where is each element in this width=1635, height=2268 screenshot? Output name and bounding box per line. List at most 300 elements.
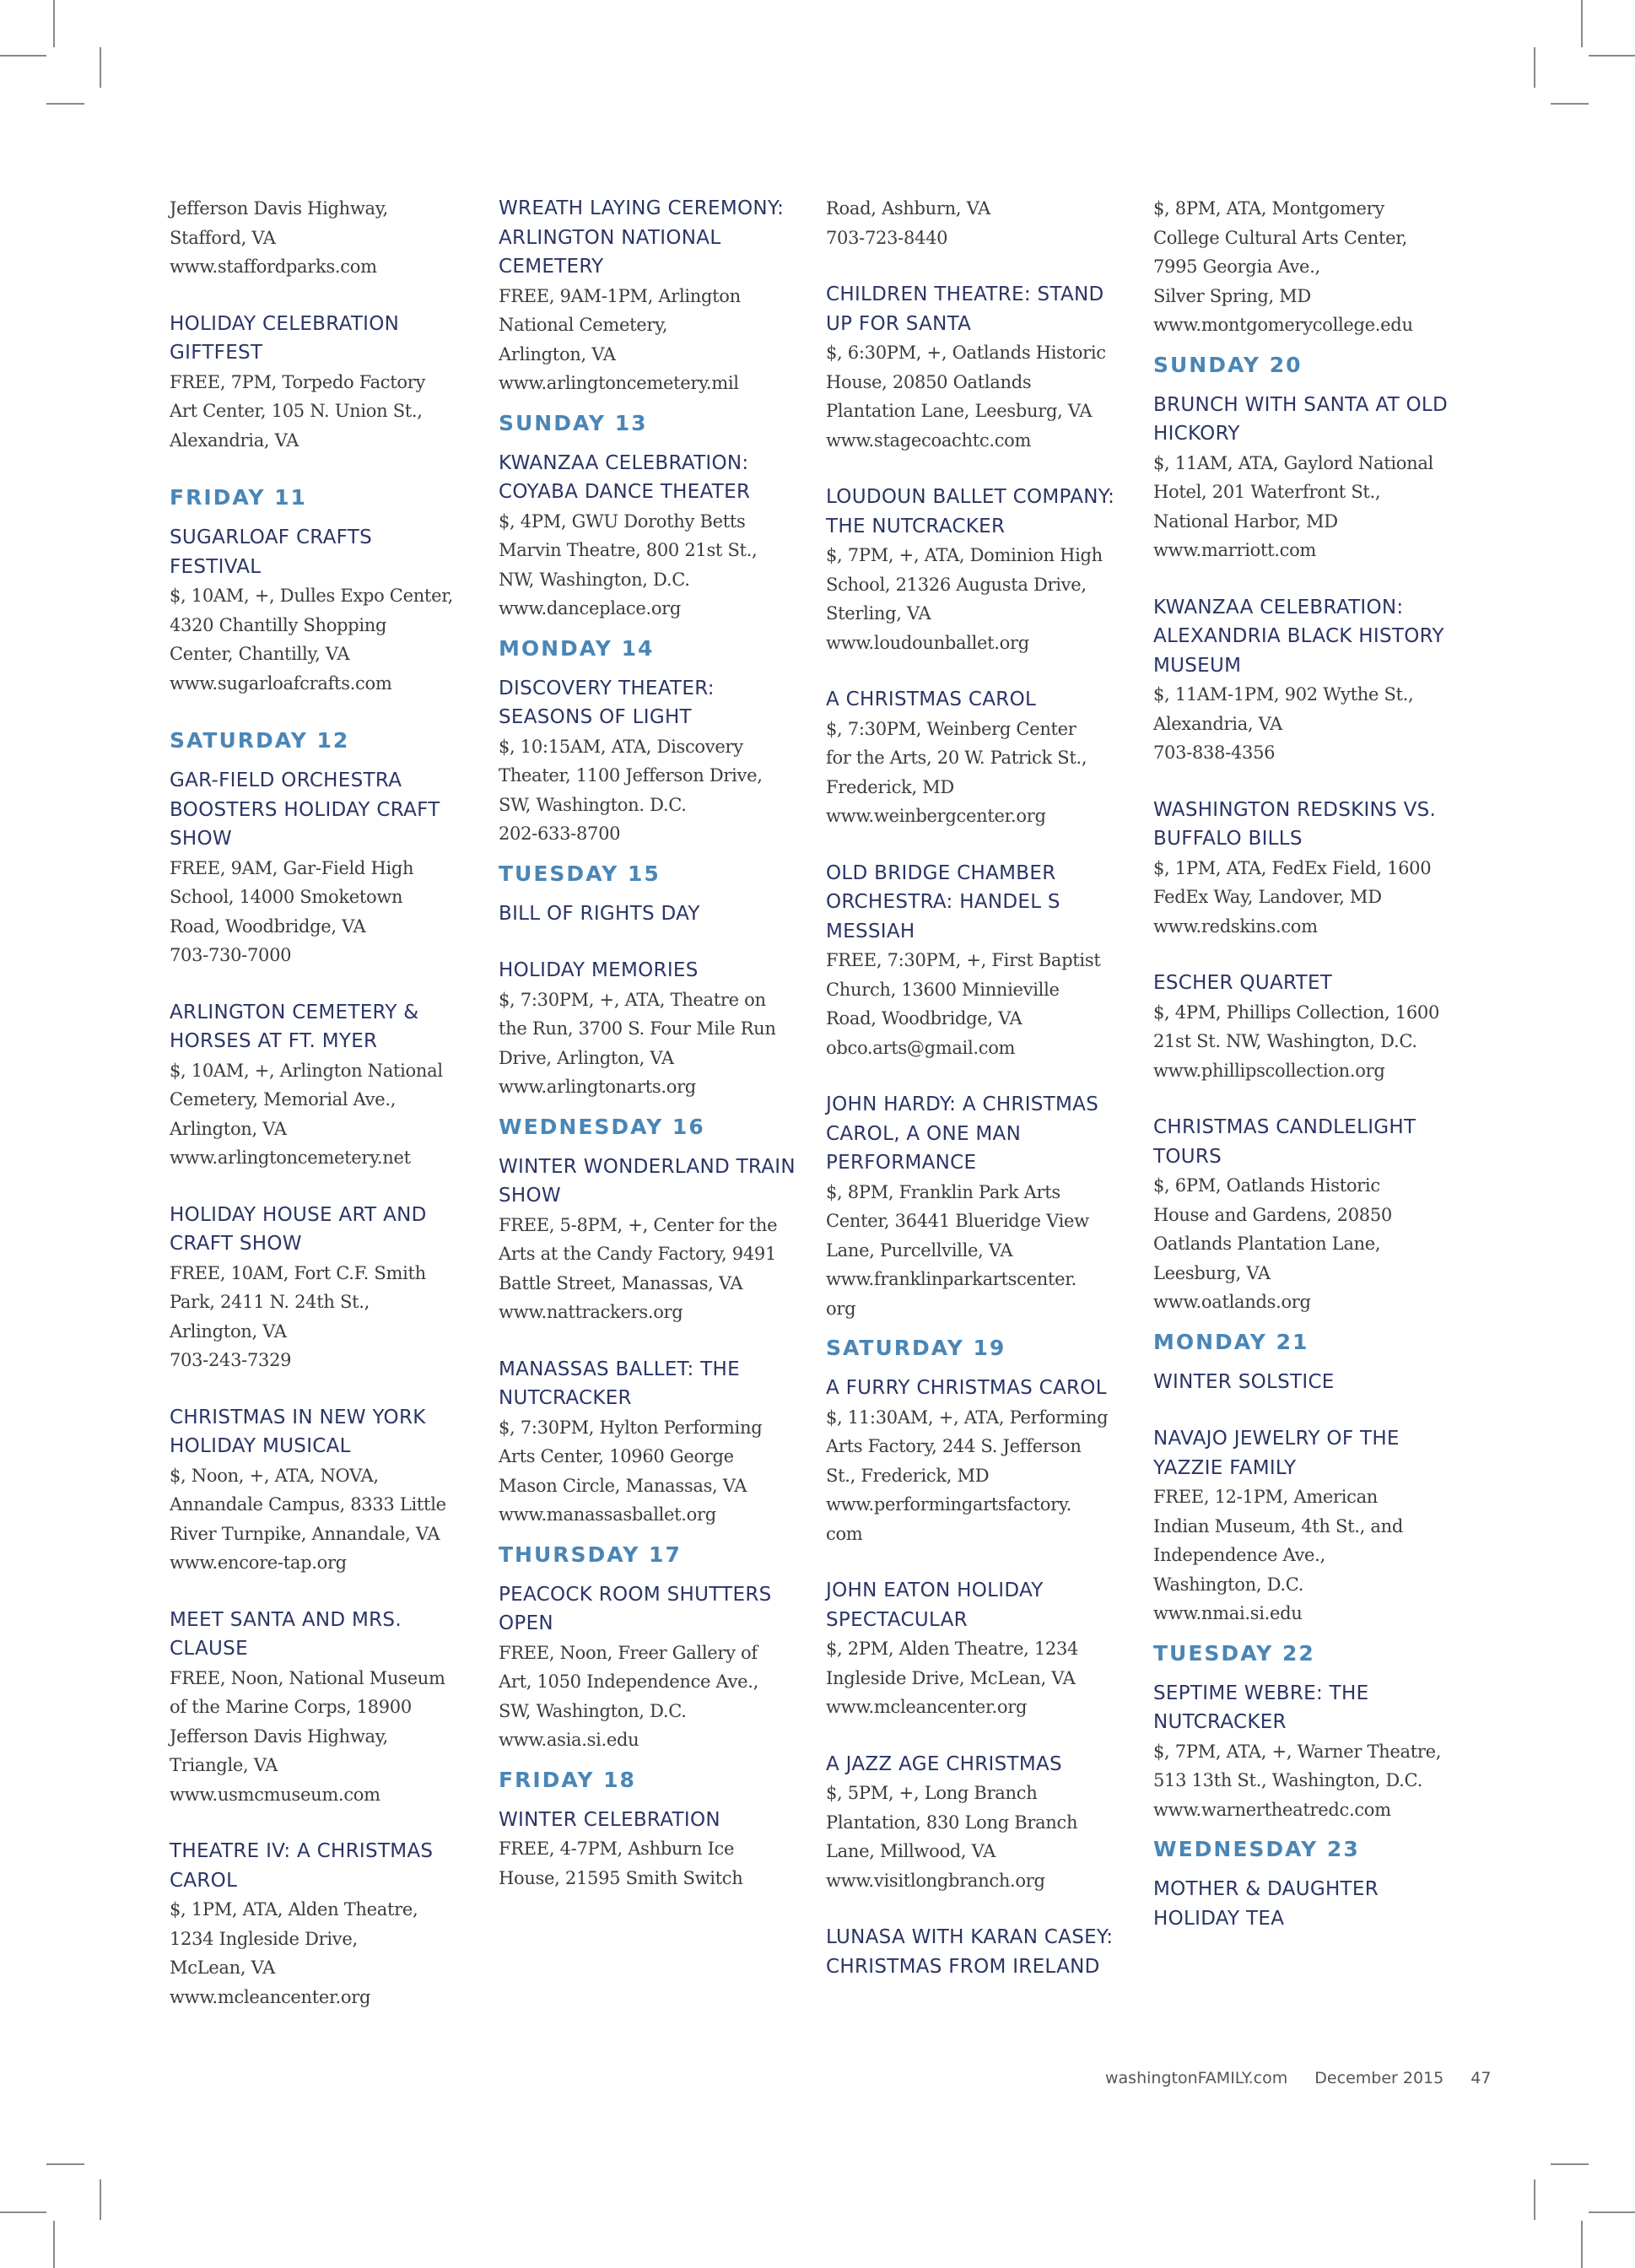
event-detail-line: FREE, 9AM, Gar-Field High — [170, 857, 414, 878]
event-details — [826, 1403, 1151, 1549]
event-detail-line: Plantation Lane, Leesburg, VA — [826, 401, 1093, 421]
event-listing — [826, 194, 1151, 252]
event-contact: www.nmai.si.edu — [1153, 1603, 1303, 1623]
event-title-line: DISCOVERY THEATER: — [499, 677, 715, 699]
event-contact: www.performingartsfactory. — [826, 1494, 1071, 1515]
event-contact: www.encore-tap.org — [170, 1552, 347, 1573]
event-detail-line: of the Marine Corps, 18900 — [170, 1697, 412, 1717]
event-details — [170, 1461, 494, 1578]
event-detail-line: $, 5PM, +, Long Branch — [826, 1783, 1038, 1803]
event-details — [1153, 854, 1478, 942]
event-detail-line: 1234 Ingleside Drive, — [170, 1928, 358, 1949]
event-details — [499, 1413, 823, 1530]
event-title-line: A JAZZ AGE CHRISTMAS — [826, 1752, 1062, 1775]
event-title-line: SPECTACULAR — [826, 1608, 968, 1631]
page-number: 47 — [1470, 2069, 1492, 2087]
event-title-line: CAROL — [170, 1869, 238, 1892]
event-title — [499, 1355, 823, 1413]
event-title-line: BRUNCH WITH SANTA AT OLD — [1153, 393, 1449, 416]
event-details — [170, 1056, 494, 1173]
event-title — [170, 1403, 494, 1461]
crop-mark — [1551, 103, 1589, 105]
event-detail-line: Independence Ave., — [1153, 1545, 1325, 1565]
event-listing — [170, 1606, 494, 1810]
event-detail-line: $, 4PM, GWU Dorothy Betts — [499, 510, 746, 532]
event-detail-line: Annandale Campus, 8333 Little — [170, 1494, 446, 1515]
event-detail-line: 7995 Georgia Ave., — [1153, 256, 1320, 277]
event-detail-line: Leesburg, VA — [1153, 1262, 1271, 1283]
event-title-line: SUGARLOAF CRAFTS — [170, 526, 373, 548]
event-title-line: A FURRY CHRISTMAS CAROL — [826, 1377, 1107, 1399]
event-detail-line: Road, Woodbridge, VA — [170, 915, 366, 937]
crop-mark — [0, 55, 46, 57]
event-listing — [499, 1580, 823, 1755]
event-title-line: BILL OF RIGHTS DAY — [499, 902, 700, 925]
event-title-line: COYABA DANCE THEATER — [499, 481, 751, 503]
event-detail-line: Arlington, VA — [170, 1118, 287, 1139]
event-title-line: UP FOR SANTA — [826, 312, 972, 335]
event-title — [826, 1090, 1151, 1178]
event-details — [826, 338, 1151, 455]
event-contact: www.oatlands.org — [1153, 1292, 1311, 1312]
event-detail-line: SW, Washington, D.C. — [499, 1700, 687, 1721]
event-detail-line: $, 7PM, +, ATA, Dominion High — [826, 545, 1103, 565]
event-detail-line: FREE, 9AM-1PM, Arlington — [499, 285, 741, 306]
event-listing — [1153, 391, 1478, 565]
event-title-line: HORSES AT FT. MYER — [170, 1030, 378, 1052]
event-title-line: HOLIDAY HOUSE ART AND — [170, 1203, 427, 1226]
crop-mark — [100, 2179, 101, 2220]
event-title — [499, 899, 823, 929]
event-listing — [499, 194, 823, 398]
event-title — [1153, 969, 1478, 998]
event-detail-line: Indian Museum, 4th St., and — [1153, 1515, 1403, 1536]
event-title-line: WREATH LAYING CEREMONY: — [499, 197, 785, 219]
event-details — [170, 194, 494, 282]
event-title-line: BUFFALO BILLS — [1153, 828, 1303, 850]
event-title-line: PEACOCK ROOM SHUTTERS — [499, 1583, 772, 1606]
event-detail-line: Center, Chantilly, VA — [170, 644, 350, 664]
event-title — [826, 1576, 1151, 1634]
event-contact: www.weinbergcenter.org — [826, 806, 1046, 826]
event-detail-line: Road, Ashburn, VA — [826, 198, 990, 219]
event-title — [170, 1837, 494, 1895]
event-detail-line: McLean, VA — [170, 1958, 275, 1978]
event-detail-line: River Turnpike, Annandale, VA — [170, 1523, 440, 1544]
event-details — [1153, 1482, 1478, 1628]
event-detail-line: FedEx Way, Landover, MD — [1153, 887, 1382, 907]
crop-mark — [1581, 2221, 1583, 2268]
event-listing — [1153, 593, 1478, 768]
event-detail-line: Mason Circle, Manassas, VA — [499, 1475, 747, 1496]
event-title-line: WINTER CELEBRATION — [499, 1808, 720, 1831]
event-listing — [170, 194, 494, 282]
event-detail-line: St., Frederick, MD — [826, 1465, 990, 1486]
event-title — [170, 310, 494, 368]
event-details — [826, 194, 1151, 252]
day-heading: SATURDAY 12 — [170, 728, 350, 753]
event-title-line: NUTCRACKER — [499, 1387, 632, 1409]
event-title-line: CHRISTMAS FROM IRELAND — [826, 1955, 1100, 1978]
event-contact: www.usmcmuseum.com — [170, 1784, 380, 1805]
event-listing — [826, 483, 1151, 657]
event-listing — [499, 674, 823, 849]
event-detail-line: $, 6PM, Oatlands Historic — [1153, 1175, 1380, 1196]
crop-mark — [1589, 2211, 1635, 2213]
event-detail-line: 21st St. NW, Washington, D.C. — [1153, 1031, 1417, 1051]
day-heading: TUESDAY 22 — [1153, 1640, 1315, 1666]
event-detail-line: House and Gardens, 20850 — [1153, 1204, 1392, 1225]
event-detail-line: $, 7:30PM, +, ATA, Theatre on — [499, 989, 766, 1010]
event-details — [1153, 998, 1478, 1086]
event-contact: www.loudounballet.org — [826, 632, 1029, 653]
event-listing — [499, 956, 823, 1102]
event-detail-line: School, 14000 Smoketown — [170, 887, 403, 907]
event-listing — [1153, 1679, 1478, 1825]
event-title — [499, 194, 823, 282]
event-title — [826, 1923, 1151, 1981]
event-details — [1153, 1171, 1478, 1317]
event-listing — [826, 1923, 1151, 1981]
event-contact: www.arlingtonarts.org — [499, 1077, 696, 1097]
event-title-line: FESTIVAL — [170, 555, 262, 578]
event-title-line: OLD BRIDGE CHAMBER — [826, 861, 1056, 884]
event-listing — [499, 449, 823, 624]
event-detail-line: Cemetery, Memorial Ave., — [170, 1089, 397, 1110]
event-listing — [499, 1355, 823, 1530]
event-detail-line: Park, 2411 N. 24th St., — [170, 1292, 370, 1312]
event-detail-line: Art Center, 105 N. Union St., — [170, 401, 423, 421]
column-4 — [1153, 194, 1478, 1961]
event-detail-line: $, 7PM, ATA, +, Warner Theatre, — [1153, 1741, 1442, 1762]
event-contact: www.mcleancenter.org — [826, 1697, 1028, 1717]
event-listing — [170, 523, 494, 698]
event-title-line: CRAFT SHOW — [170, 1233, 302, 1255]
event-detail-line: Alexandria, VA — [1153, 713, 1282, 734]
day-heading: WEDNESDAY 16 — [499, 1114, 705, 1139]
event-detail-line: $, 1PM, ATA, Alden Theatre, — [170, 1899, 418, 1920]
event-title-line: NUTCRACKER — [1153, 1711, 1287, 1733]
event-detail-line: $, 1PM, ATA, FedEx Field, 1600 — [1153, 857, 1432, 878]
event-title — [1153, 1368, 1478, 1397]
event-detail-line: Ingleside Drive, McLean, VA — [826, 1667, 1076, 1688]
event-title-line: HOLIDAY TEA — [1153, 1907, 1285, 1930]
event-detail-line: 703-243-7329 — [170, 1350, 292, 1370]
event-contact: www.visitlongbranch.org — [826, 1870, 1045, 1891]
event-detail-line: Lane, Millwood, VA — [826, 1841, 996, 1861]
event-detail-line: Alexandria, VA — [170, 429, 299, 451]
event-detail-line: FREE, 10AM, Fort C.F. Smith — [170, 1262, 426, 1283]
event-detail-line: SW, Washington. D.C. — [499, 794, 687, 815]
event-detail-line: $, 8PM, Franklin Park Arts — [826, 1181, 1060, 1202]
event-listing — [826, 859, 1151, 1063]
event-details — [170, 1895, 494, 2012]
event-detail-line: FREE, 12-1PM, American — [1153, 1487, 1379, 1507]
event-contact: www.franklinparkartscenter. — [826, 1269, 1077, 1289]
event-title-line: TOURS — [1153, 1145, 1222, 1168]
event-title-line: SEPTIME WEBRE: THE — [1153, 1682, 1369, 1704]
event-title-line: LOUDOUN BALLET COMPANY: — [826, 486, 1115, 508]
event-contact: www.arlingtoncemetery.net — [170, 1148, 411, 1168]
event-contact: www.montgomerycollege.edu — [1153, 315, 1413, 335]
event-listing — [170, 766, 494, 970]
event-title — [499, 674, 823, 732]
event-title — [1153, 1679, 1478, 1737]
page-footer — [1105, 2069, 1513, 2087]
event-details — [170, 854, 494, 970]
event-detail-line: FREE, 7:30PM, +, First Baptist — [826, 950, 1101, 970]
event-contact: www.warnertheatredc.com — [1153, 1799, 1391, 1820]
event-listing — [170, 310, 494, 456]
day-heading: FRIDAY 18 — [499, 1767, 636, 1792]
event-details — [1153, 1737, 1478, 1825]
event-contact: www.nattrackers.org — [499, 1302, 683, 1322]
event-detail-line: Drive, Arlington, VA — [499, 1047, 674, 1068]
footer-issue: December 2015 — [1314, 2069, 1444, 2087]
event-detail-line: Jefferson Davis Highway, — [170, 198, 388, 219]
crop-mark — [1534, 2179, 1535, 2220]
event-title — [1153, 593, 1478, 681]
event-details — [499, 1639, 823, 1755]
event-contact: www.mcleancenter.org — [170, 1986, 371, 2007]
event-detail-line: FREE, 5-8PM, +, Center for the — [499, 1214, 778, 1235]
event-detail-line: for the Arts, 20 W. Patrick St., — [826, 748, 1087, 768]
day-heading: TUESDAY 15 — [499, 861, 661, 886]
event-detail-line: $, 7:30PM, Weinberg Center — [826, 718, 1077, 739]
day-heading: MONDAY 21 — [1153, 1329, 1309, 1354]
event-detail-line: $, 11:30AM, +, ATA, Performing — [826, 1407, 1109, 1428]
event-details — [170, 581, 494, 698]
event-title-line: SEASONS OF LIGHT — [499, 706, 692, 728]
event-detail-line: Triangle, VA — [170, 1755, 278, 1775]
event-listing — [170, 1403, 494, 1578]
crop-mark — [1534, 47, 1535, 88]
event-contact: www.danceplace.org — [499, 598, 682, 618]
event-listing — [1153, 1368, 1478, 1397]
event-title-line: JOHN EATON HOLIDAY — [826, 1580, 1044, 1601]
event-detail-line: Art, 1050 Independence Ave., — [499, 1671, 759, 1692]
event-title-line: CAROL, A ONE MAN — [826, 1122, 1022, 1145]
event-detail-line: Jefferson Davis Highway, — [170, 1725, 388, 1747]
event-details — [170, 368, 494, 456]
event-detail-line: Theater, 1100 Jefferson Drive, — [499, 765, 763, 786]
event-title-line: WINTER WONDERLAND TRAIN — [499, 1155, 796, 1178]
event-title-line: BOOSTERS HOLIDAY CRAFT — [170, 798, 440, 821]
day-heading: THURSDAY 17 — [499, 1542, 682, 1567]
event-title — [170, 998, 494, 1056]
event-title-line: CHILDREN THEATRE: STAND — [826, 284, 1104, 305]
event-title — [826, 1750, 1151, 1779]
event-details — [499, 282, 823, 398]
event-title-line: MESSIAH — [826, 920, 915, 942]
event-title-line: LUNASA WITH KARAN CASEY: — [826, 1926, 1114, 1948]
crop-mark — [53, 2221, 55, 2268]
event-listing — [826, 280, 1151, 455]
event-contact: www.asia.si.edu — [499, 1730, 639, 1750]
day-heading: SUNDAY 20 — [1153, 352, 1303, 377]
crop-mark — [1581, 0, 1583, 47]
event-detail-line: House, 21595 Smith Switch — [499, 1867, 743, 1888]
event-details — [499, 507, 823, 624]
crop-mark — [53, 0, 55, 47]
day-heading: MONDAY 14 — [499, 635, 655, 661]
event-title-line: ALEXANDRIA BLACK HISTORY — [1153, 625, 1444, 647]
event-detail-line: NW, Washington, D.C. — [499, 569, 690, 590]
event-title — [170, 1606, 494, 1664]
event-detail-line: FREE, 7PM, Torpedo Factory — [170, 371, 426, 392]
event-details — [499, 986, 823, 1102]
event-title — [499, 1153, 823, 1211]
event-title — [1153, 391, 1478, 449]
event-detail-line: Arlington, VA — [499, 343, 616, 364]
event-details — [1153, 680, 1478, 768]
event-listing — [826, 1374, 1151, 1548]
event-title-line: CLAUSE — [170, 1638, 248, 1660]
column-1 — [170, 194, 494, 2039]
event-detail-line: the Run, 3700 S. Four Mile Run — [499, 1018, 776, 1039]
event-detail-line: $, 7:30PM, Hylton Performing — [499, 1417, 763, 1438]
event-detail-line: Sterling, VA — [826, 603, 931, 624]
event-detail-line: FREE, 4-7PM, Ashburn Ice — [499, 1839, 735, 1859]
event-title-line: HOLIDAY CELEBRATION — [170, 312, 400, 335]
event-detail-line: $, 11AM-1PM, 902 Wythe St., — [1153, 684, 1414, 705]
day-heading: WEDNESDAY 23 — [1153, 1837, 1360, 1861]
event-details — [499, 1834, 823, 1893]
event-listing — [826, 1090, 1151, 1323]
event-listing — [1153, 1875, 1478, 1933]
event-details — [826, 946, 1151, 1062]
event-title-line: JOHN HARDY: A CHRISTMAS — [826, 1094, 1099, 1115]
event-details — [826, 1178, 1151, 1324]
event-title-line: WINTER SOLSTICE — [1153, 1370, 1335, 1393]
event-listing — [826, 1750, 1151, 1896]
event-detail-line: Marvin Theatre, 800 21st St., — [499, 540, 758, 560]
event-detail-line: 202-633-8700 — [499, 824, 621, 844]
event-title-line: CHRISTMAS CANDLELIGHT — [1153, 1116, 1416, 1138]
event-title-line: CHRISTMAS IN NEW YORK — [170, 1406, 426, 1428]
event-title — [499, 1580, 823, 1639]
event-detail-line: Arts Center, 10960 George — [499, 1446, 734, 1466]
event-detail-line: 703-730-7000 — [170, 945, 292, 965]
event-details — [826, 1634, 1151, 1722]
event-detail-line: $, 10AM, +, Dulles Expo Center, — [170, 586, 454, 606]
event-title-line: KWANZAA CELEBRATION: — [1153, 596, 1404, 618]
event-title-line: MANASSAS BALLET: THE — [499, 1358, 740, 1380]
event-details — [826, 1779, 1151, 1895]
event-detail-line: FREE, Noon, National Museum — [170, 1667, 445, 1688]
event-title — [1153, 1113, 1478, 1171]
event-title — [499, 1806, 823, 1835]
event-title — [826, 280, 1151, 338]
event-title-line: HOLIDAY MEMORIES — [499, 959, 699, 981]
event-title — [170, 1201, 494, 1259]
event-detail-line: $, 8PM, ATA, Montgomery — [1153, 198, 1384, 219]
event-details — [499, 1211, 823, 1327]
event-detail-line: House, 20850 Oatlands — [826, 371, 1032, 392]
event-detail-line: College Cultural Arts Center, — [1153, 227, 1408, 248]
event-title-line: MUSEUM — [1153, 654, 1242, 677]
event-title-line: OPEN — [499, 1612, 553, 1634]
crop-mark — [1589, 55, 1635, 57]
event-listing — [499, 1806, 823, 1893]
event-contact: www.sugarloafcrafts.com — [170, 672, 392, 694]
event-detail-line: $, 10AM, +, Arlington National — [170, 1060, 443, 1081]
event-detail-line: 703-723-8440 — [826, 227, 948, 248]
event-title-line: KWANZAA CELEBRATION: — [499, 451, 749, 474]
crop-mark — [0, 2211, 46, 2213]
event-detail-line: Church, 13600 Minnieville — [826, 979, 1060, 1000]
event-title — [499, 956, 823, 986]
event-detail-line: Road, Woodbridge, VA — [826, 1008, 1023, 1029]
event-detail-line: 513 13th St., Washington, D.C. — [1153, 1770, 1422, 1790]
event-contact: www.marriott.com — [1153, 540, 1317, 560]
event-listing — [1153, 1424, 1478, 1628]
event-listing — [1153, 1113, 1478, 1317]
event-contact: org — [826, 1298, 856, 1319]
event-listing — [826, 685, 1151, 831]
column-2 — [499, 194, 823, 1920]
event-detail-line: Arts Factory, 244 S. Jefferson — [826, 1436, 1082, 1456]
event-contact: www.redskins.com — [1153, 915, 1318, 937]
event-title — [1153, 796, 1478, 854]
event-title — [1153, 1424, 1478, 1482]
event-details — [1153, 194, 1478, 340]
event-detail-line: Stafford, VA — [170, 227, 276, 248]
event-detail-line: $, 11AM, ATA, Gaylord National — [1153, 452, 1433, 473]
event-detail-line: Lane, Purcellville, VA — [826, 1239, 1013, 1261]
event-details — [170, 1664, 494, 1810]
event-title — [826, 685, 1151, 715]
crop-mark — [46, 2163, 84, 2165]
event-title-line: THEATRE IV: A CHRISTMAS — [170, 1840, 434, 1862]
event-title-line: HICKORY — [1153, 423, 1240, 445]
event-title-line: SHOW — [170, 828, 232, 850]
event-detail-line: Oatlands Plantation Lane, — [1153, 1234, 1381, 1254]
event-detail-line: $, 6:30PM, +, Oatlands Historic — [826, 343, 1106, 363]
event-listing — [1153, 194, 1478, 340]
event-title-line: THE NUTCRACKER — [826, 515, 1006, 537]
event-listing — [499, 899, 823, 929]
day-heading: FRIDAY 11 — [170, 485, 307, 510]
event-listing — [1153, 969, 1478, 1085]
event-detail-line: Washington, D.C. — [1153, 1574, 1304, 1595]
event-details — [1153, 449, 1478, 565]
event-title-line: YAZZIE FAMILY — [1153, 1456, 1297, 1479]
event-title-line: MOTHER & DAUGHTER — [1153, 1878, 1379, 1900]
event-listing — [826, 1576, 1151, 1722]
event-contact: www.stagecoachtc.com — [826, 429, 1032, 451]
event-detail-line: Frederick, MD — [826, 776, 954, 797]
event-detail-line: National Cemetery, — [499, 315, 668, 335]
event-detail-line: 703-838-4356 — [1153, 742, 1276, 763]
event-listing — [170, 1837, 494, 2012]
event-title-line: GIFTFEST — [170, 342, 263, 364]
event-title-line: ORCHESTRA: HANDEL S — [826, 891, 1060, 913]
event-title — [826, 859, 1151, 947]
event-contact: obco.arts@gmail.com — [826, 1037, 1016, 1058]
event-title — [826, 1374, 1151, 1403]
crop-mark — [46, 103, 84, 105]
event-detail-line: $, 4PM, Phillips Collection, 1600 — [1153, 1002, 1440, 1023]
event-contact: www.manassasballet.org — [499, 1504, 716, 1525]
event-detail-line: $, 2PM, Alden Theatre, 1234 — [826, 1639, 1079, 1659]
event-detail-line: FREE, Noon, Freer Gallery of — [499, 1642, 758, 1663]
event-contact: www.phillipscollection.org — [1153, 1060, 1385, 1081]
event-detail-line: 4320 Chantilly Shopping — [170, 614, 387, 635]
event-title-line: ARLINGTON CEMETERY & — [170, 1001, 419, 1023]
event-detail-line: Hotel, 201 Waterfront St., — [1153, 482, 1381, 502]
event-detail-line: $, 10:15AM, ATA, Discovery — [499, 736, 743, 757]
